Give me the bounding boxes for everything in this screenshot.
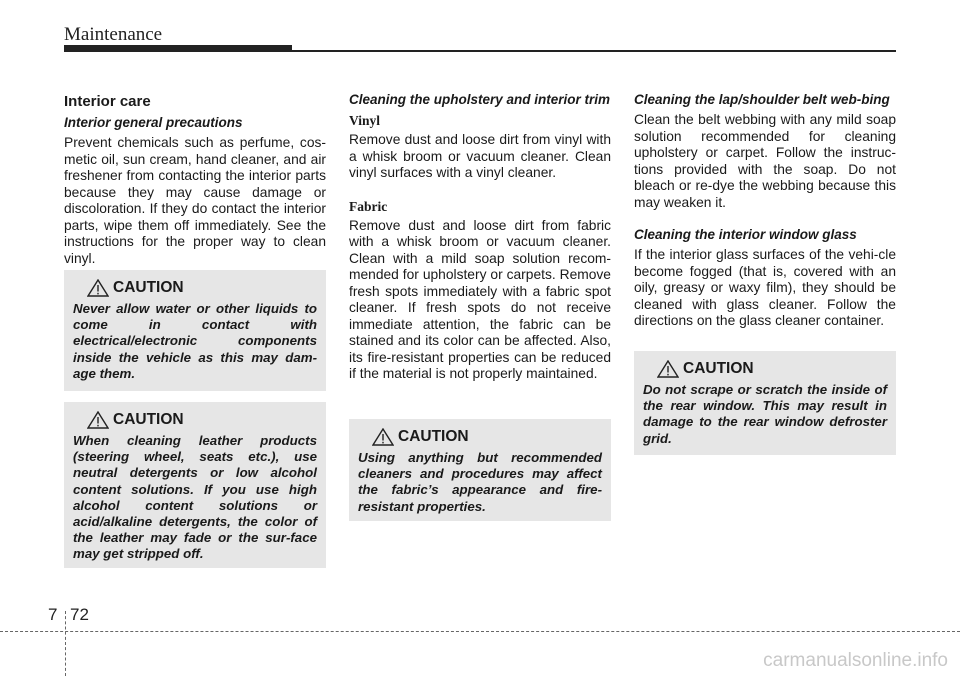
- warning-triangle-icon: [657, 360, 679, 378]
- caution-title: CAUTION: [398, 428, 469, 445]
- caution-text: When cleaning leather products (steering wheel, seats etc.), use neutral detergents or low alcohol content solutions. If you use high alcohol content solutions or acid/alkaline detergents, the color of the leather may fade or the sur-face may get stripped off.: [73, 433, 317, 562]
- caution-title: CAUTION: [113, 279, 184, 296]
- header-rule: [292, 50, 896, 52]
- section-title: Maintenance: [64, 24, 163, 45]
- caution-title: CAUTION: [113, 411, 184, 428]
- fabric-paragraph: Remove dust and loose dirt from fabric with a whisk broom or vacuum cleaner. Clean with a mild soap solution recom-mended for upholstery or carpets. Remove fresh spots immediately with a fabric spot cleaner. If fresh spots do not receive immediate attention, the fabric can be stained and its color can be affected. Also, its fire-resistant properties can be reduced if the material is not properly maintained.: [349, 217, 611, 381]
- caution-title: CAUTION: [683, 360, 754, 377]
- belt-webbing-heading: Cleaning the lap/shoulder belt web-bing: [634, 92, 890, 107]
- interior-care-heading: Interior care: [64, 93, 151, 110]
- fabric-heading: Fabric: [349, 198, 388, 214]
- upholstery-heading: Cleaning the upholstery and interior trim: [349, 92, 611, 107]
- vinyl-paragraph: Remove dust and loose dirt from vinyl with a whisk broom or vacuum cleaner. Clean vinyl surfaces with a vinyl cleaner.: [349, 132, 611, 180]
- column-2: [349, 92, 611, 383]
- belt-webbing-paragraph: Clean the belt webbing with any mild soap solution recommended for cleaning upholstery or carpet. Follow the instruc-tions provided with the soap. Do not bleach or re-dye the webbing because this may weaken it.: [634, 112, 896, 210]
- warning-triangle-icon: [87, 279, 109, 297]
- vinyl-heading: Vinyl: [349, 113, 381, 128]
- watermark: carmanualsonline.info: [763, 650, 948, 671]
- caution-text: Using anything but recommended cleaners and procedures may affect the fabric’s appearance and fire-resistant properties.: [358, 450, 602, 514]
- caution-box-water: [64, 270, 326, 391]
- column-1: [64, 92, 326, 267]
- column-3: [634, 92, 896, 330]
- caution-text: Do not scrape or scratch the inside of the rear window. This may result in damage to the rear window defroster grid.: [643, 382, 887, 446]
- general-precautions-subheading: Interior general precautions: [64, 115, 243, 130]
- caution-box-leather: [64, 402, 326, 568]
- general-precautions-paragraph: Prevent chemicals such as perfume, cos-metic oil, sun cream, hand cleaner, and air freshener from contacting the interior parts because they may cause damage or discoloration. If they do contact the interior parts, wipe them off immediately. See the instructions for the proper way to clean vinyl.: [64, 135, 326, 266]
- page-number: 72: [70, 605, 89, 624]
- footer-divider: [0, 631, 960, 632]
- warning-triangle-icon: [87, 411, 109, 429]
- caution-text: Never allow water or other liquids to come in contact with electrical/electronic components inside the vehicle as this may dam-age them.: [73, 301, 317, 381]
- window-glass-heading: Cleaning the interior window glass: [634, 227, 857, 242]
- header-bar: [64, 45, 292, 52]
- window-glass-paragraph: If the interior glass surfaces of the vehi-cle become fogged (that is, covered with an oily, greasy or waxy film), they should be cleaned with glass cleaner. Follow the directions on the glass cleaner container.: [634, 247, 896, 328]
- warning-triangle-icon: [372, 428, 394, 446]
- chapter-number: 7: [48, 605, 58, 624]
- footer-vertical-divider: [65, 611, 66, 676]
- caution-box-rear-window: [634, 351, 896, 455]
- caution-box-fabric: [349, 419, 611, 521]
